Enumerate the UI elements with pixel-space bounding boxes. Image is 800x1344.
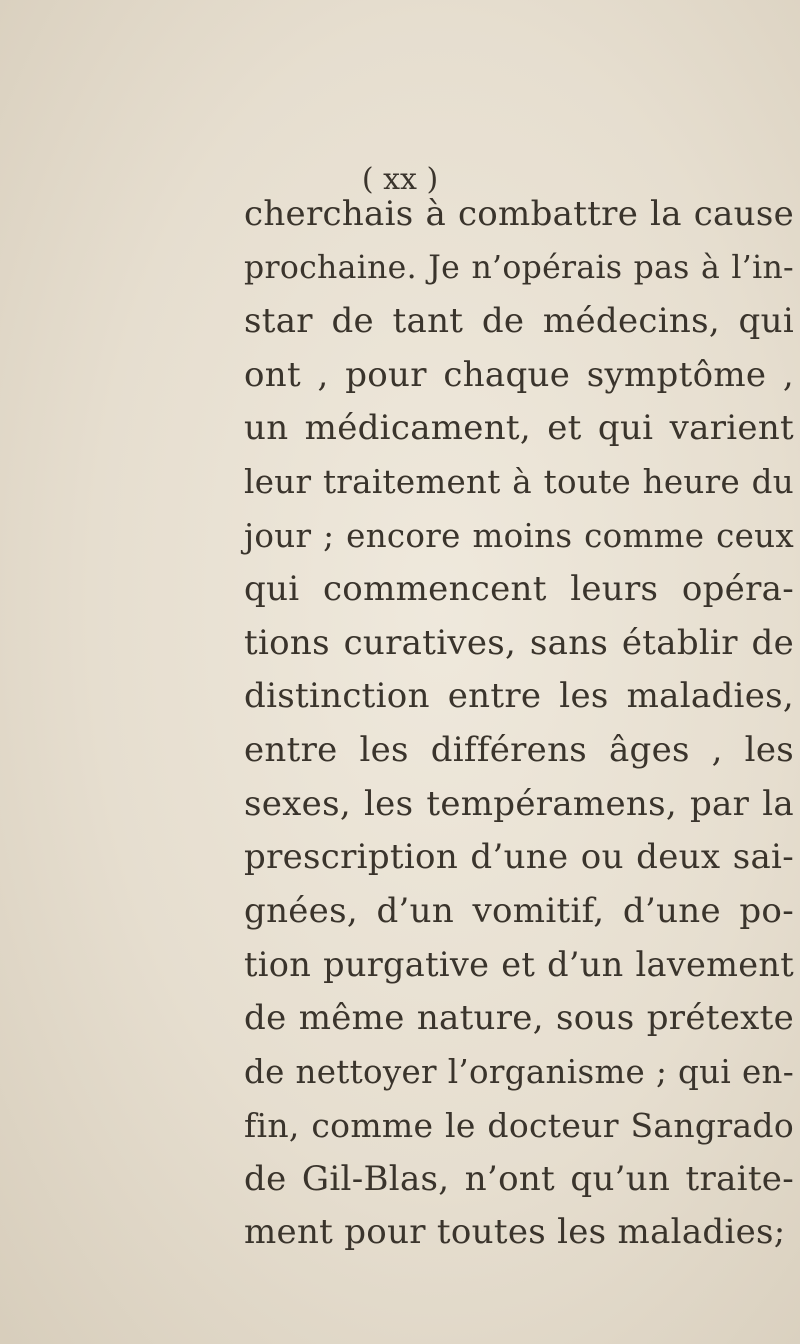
body-text: [244, 188, 794, 1260]
text-line: de nettoyer l’organisme ; qui en-: [244, 1052, 794, 1091]
text-line: de Gil-Blas, n’ont qu’un traite-: [244, 1158, 794, 1199]
text-line: star de tant de médecins, qui: [244, 301, 794, 342]
text-line: cherchais à combattre la cause: [244, 194, 794, 234]
text-line: fin, comme le docteur Sangrado: [244, 1106, 794, 1146]
text-line: un médicament, et qui varient: [244, 408, 794, 449]
text-line: gnées, d’un vomitif, d’une po-: [244, 890, 794, 931]
text-line: ont , pour chaque symptôme ,: [244, 354, 794, 395]
text-line: sexes, les tempéramens, par la: [244, 783, 794, 824]
text-line: de même nature, sous prétexte: [244, 997, 794, 1038]
text-line: leur traitement à toute heure du: [244, 462, 794, 501]
text-line: ment pour toutes les maladies;: [244, 1212, 786, 1253]
page-number: ( xx ): [361, 162, 439, 197]
text-line: tions curatives, sans établir de: [244, 622, 794, 663]
text-line: tion purgative et d’un lavement: [244, 945, 794, 985]
text-line: entre les différens âges , les: [244, 729, 794, 770]
text-line: distinction entre les maladies,: [244, 676, 794, 717]
text-line: prochaine. Je n’opérais pas à l’in-: [244, 249, 794, 286]
text-line: prescription d’une ou deux sai-: [244, 837, 794, 878]
text-line: jour ; encore moins comme ceux: [244, 516, 794, 555]
text-line: qui commencent leurs opéra-: [244, 569, 794, 610]
